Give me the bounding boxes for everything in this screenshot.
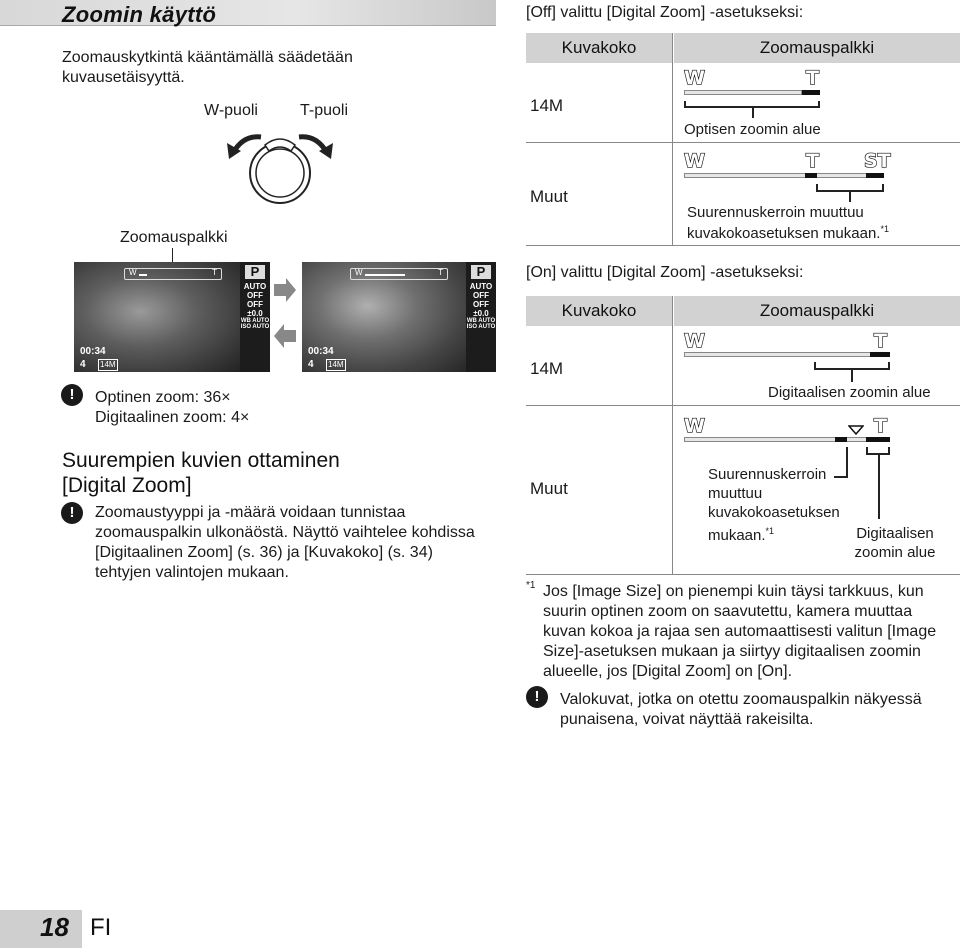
red-bar-note: Valokuvat, jotka on otettu zoomauspalkin näkyessä punaisena, voivat näyttää rakeisilta. — [560, 691, 922, 728]
mode-p-icon: P — [245, 265, 265, 279]
caution-icon: ! — [61, 502, 83, 524]
on-row2-note: Suurennuskerroin muuttuu kuvakokoasetuksen mukaan.$^{*1}$ — [708, 466, 840, 544]
zoom-lever-illustration — [225, 125, 335, 210]
caution-icon: ! — [526, 686, 548, 708]
optical-zoom-text: Optinen zoom: 36× — [95, 389, 231, 406]
off-row2-size: Muut — [530, 187, 568, 206]
lcd-zoombar: W T — [350, 268, 448, 280]
image-size-badge: 14M — [100, 360, 116, 369]
on-table-caption: [On] valittu [Digital Zoom] -asetukseksi: — [526, 264, 804, 281]
off-row1-size: 14M — [530, 96, 564, 115]
off-row2-note-line1: Suurennuskerroin muuttuu — [687, 204, 864, 221]
off-row2-note-line2: kuvakokoasetuksen mukaan.$^{*1}$ — [687, 224, 889, 242]
image-size-badge: 14M — [328, 360, 344, 369]
exposure-comp-icon: ±0.0 — [473, 309, 489, 318]
footnote-text: Jos [Image Size] on pienempi kuin täysi tarkkuus, kun suurin optinen zoom on saavutettu, kamera muuttaa kuvan kokoa ja rajaa sen automaattisesti valitun [Image Size]-asetuksen mukaan ja siirtyy digitaalisen zoomin alueelle, jos [Digital Zoom] on [On]. — [543, 583, 937, 680]
optical-zoom-bar — [802, 90, 820, 95]
extended-zoom-bar — [866, 173, 884, 178]
on-row2-size: Muut — [530, 479, 568, 498]
section-title-line2: [Digital Zoom] — [62, 474, 192, 497]
footnote-marker: *1 — [526, 580, 536, 591]
wb-auto-icon: WB AUTO — [466, 318, 496, 324]
stabilizer-off-icon: OFF — [473, 300, 489, 309]
digital-range-bracket — [814, 362, 890, 370]
off-table-caption: [Off] valittu [Digital Zoom] -asetukseksi: — [526, 4, 804, 21]
digital-zoom-range-note: Digitaalisen zoomin alue — [854, 525, 936, 561]
iso-auto-icon: ISO AUTO — [240, 324, 270, 330]
lcd-screen-wide — [74, 262, 270, 372]
lcd-side-panel — [466, 262, 496, 372]
language-code: FI — [90, 914, 112, 941]
lcd-zoombar: W T — [124, 268, 222, 280]
stabilizer-off-icon: OFF — [247, 300, 263, 309]
digital-zoom-text: Digitaalinen zoom: 4× — [95, 409, 250, 426]
lcd-screen-tele — [302, 262, 496, 372]
selftimer-off-icon: OFF — [473, 291, 489, 300]
wide-icon: W — [684, 67, 705, 89]
digital-range-label: Digitaalisen zoomin alue — [768, 384, 931, 401]
mode-p-icon: P — [471, 265, 491, 279]
resize-range-bracket — [816, 184, 884, 192]
page-number: 18 — [40, 912, 69, 942]
super-tele-icon: ST — [864, 150, 891, 172]
tele-icon: T — [806, 150, 819, 172]
selftimer-off-icon: OFF — [247, 291, 263, 300]
page-title: Zoomin käyttö — [62, 2, 217, 27]
wb-auto-icon: WB AUTO — [240, 318, 270, 324]
wide-icon: W — [684, 415, 705, 437]
wide-icon: W — [684, 330, 705, 352]
flash-auto-icon: AUTO — [243, 282, 267, 291]
tele-icon: T — [874, 330, 887, 352]
switch-arrows — [272, 278, 298, 350]
shot-count: 4 — [80, 359, 86, 370]
caution-icon: ! — [61, 384, 83, 406]
resize-marker-icon — [848, 425, 864, 435]
zoombar-pointer — [172, 248, 173, 262]
zoombar-label: Zoomauspalkki — [120, 229, 228, 246]
on-row1-size: 14M — [530, 359, 564, 378]
zoom-type-note: Zoomaustyyppi ja -määrä voidaan tunnistaa zoomauspalkin ulkonäöstä. Näyttö vaihtelee kohdissa [Digitaalinen Zoom] (s. 36) ja [Kuvakoko] (s. 34) tehtyjen valintojen mukaan. — [95, 504, 475, 581]
tele-icon: T — [806, 67, 819, 89]
optical-range-label: Optisen zoomin alue — [684, 121, 821, 138]
flash-auto-icon: AUTO — [469, 282, 493, 291]
on-col-size-header: Kuvakoko — [526, 296, 672, 326]
wide-icon: W — [684, 150, 705, 172]
movie-time: 00:34 — [80, 346, 106, 357]
off-col-size-header: Kuvakoko — [526, 33, 672, 63]
optical-range-bracket — [684, 101, 820, 108]
t-side-label: T-puoli — [300, 102, 349, 119]
off-col-bar-header: Zoomauspalkki — [674, 33, 960, 63]
lcd-side-panel — [240, 262, 270, 372]
exposure-comp-icon: ±0.0 — [247, 309, 263, 318]
w-side-label: W-puoli — [204, 102, 258, 119]
on-col-bar-header: Zoomauspalkki — [674, 296, 960, 326]
tele-icon: T — [874, 415, 887, 437]
shot-count: 4 — [308, 359, 314, 370]
section-title-line1: Suurempien kuvien ottaminen — [62, 449, 340, 472]
intro-text: Zoomauskytkintä kääntämällä säädetään kuvausetäisyyttä. — [62, 49, 353, 86]
movie-time: 00:34 — [308, 346, 334, 357]
iso-auto-icon: ISO AUTO — [466, 324, 496, 330]
